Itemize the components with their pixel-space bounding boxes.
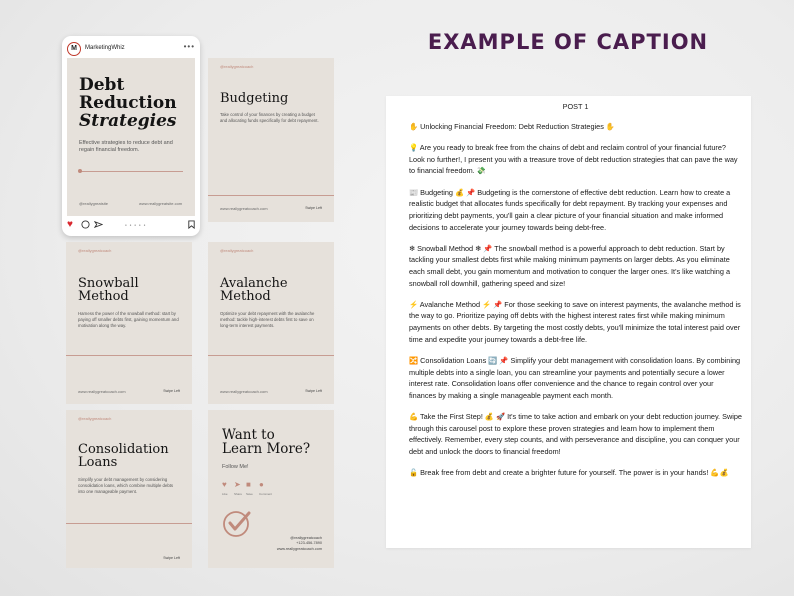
cover-title-line3: Strategies — [79, 111, 177, 131]
budgeting-title: Budgeting — [220, 91, 289, 106]
consolidation-slide — [66, 410, 192, 568]
consolidation-title — [78, 443, 169, 469]
cover-website: www.reallygreatsite.com — [139, 201, 183, 206]
snowball-title — [78, 277, 139, 303]
caption-paragraph: 💡 Are you ready to break free from the chains of debt and reclaim control of your financial future? Look no further!, I present you with a treasure trove of debt reduction strategies that can pave the way to financial freedom. 💸 — [409, 143, 738, 176]
slide-handle: @reallygreatcoach — [220, 64, 254, 69]
more-options-icon[interactable]: ••• — [183, 42, 195, 51]
slide-handle: @reallygreatcoach — [220, 248, 254, 253]
avalanche-title-line1: Avalanche — [220, 276, 288, 291]
share-icon[interactable]: ➤ — [234, 480, 241, 489]
icon-label-share: Share — [234, 492, 243, 496]
bookmark-icon[interactable] — [187, 220, 196, 229]
slide-divider — [66, 523, 192, 524]
swipe-left-label: Swipe Left — [163, 389, 180, 393]
post-label: POST 1 — [562, 102, 589, 111]
swipe-left-label: Swipe Left — [163, 556, 180, 560]
cover-slide — [67, 58, 195, 216]
comment-icon[interactable]: ● — [259, 480, 264, 489]
comment-icon[interactable] — [81, 220, 90, 229]
budgeting-body: Take control of your finances by creating a budget and allocating funds specifically for debt repayment. — [220, 112, 319, 123]
swipe-left-label: Swipe Left — [305, 389, 322, 393]
carousel-dots: ● ● ● ● ● — [125, 223, 147, 227]
caption-paragraph: ❄ Snowball Method ❄ 📌 The snowball method is a powerful approach to debt reduction. Start by tackling your smallest debts first while making minimum payments on larger debts. As you eliminate each small debt, you gain momentum and motivation to conquer the larger ones. It's like watching a snowball roll downhill, gathering speed and size! — [409, 243, 731, 288]
caption-paragraph: ✋ Unlocking Financial Freedom: Debt Reduction Strategies ✋ — [409, 122, 615, 131]
page-heading: EXAMPLE OF CAPTION — [427, 30, 709, 54]
swipe-left-label: Swipe Left — [305, 206, 322, 210]
progress-line — [79, 171, 183, 172]
contact-website: www.reallygreatcoach.com — [276, 546, 322, 551]
icon-label-like: Like — [222, 492, 228, 496]
consolidation-body: Simplify your debt management by considering consolidation loans, which combine multiple debts into one manageable payment. — [78, 477, 174, 494]
cover-subtitle: Effective strategies to reduce debt and regain financial freedom. — [79, 140, 173, 153]
avalanche-slide — [208, 242, 334, 404]
share-icon[interactable] — [94, 220, 103, 229]
phone-mockup — [62, 36, 200, 236]
cover-handle: @reallygreatsite — [79, 201, 108, 206]
cover-title — [79, 76, 177, 130]
caption-paragraph: 🔓 Break free from debt and create a brighter future for yourself. The power is in your hands! 💪💰 — [409, 468, 729, 478]
consolidation-title-line1: Consolidation — [78, 442, 169, 457]
learn-more-title-line1: Want to — [222, 427, 275, 443]
follow-label: Follow Me! — [222, 464, 249, 470]
slide-website: www.reallygreatcoach.com — [220, 206, 268, 211]
snowball-slide — [66, 242, 192, 404]
contact-block — [277, 536, 322, 552]
account-name[interactable]: MarketingWhiz — [85, 45, 125, 51]
save-icon[interactable]: ■ — [246, 480, 251, 489]
slide-divider — [208, 195, 334, 196]
progress-dot — [78, 169, 82, 173]
post-actions — [67, 219, 195, 231]
avalanche-body: Optimize your debt repayment with the avalanche method: tackle high-interest debts first to save on long-term interest payments. — [220, 311, 315, 328]
avatar[interactable]: M — [67, 42, 81, 56]
slide-website: www.reallygreatcoach.com — [220, 389, 268, 394]
learn-more-title — [222, 428, 310, 456]
cover-title-line1: Debt — [79, 75, 125, 95]
budgeting-slide — [208, 58, 334, 222]
snowball-title-line1: Snowball — [78, 276, 139, 291]
avalanche-title-line2: Method — [220, 289, 271, 304]
caption-card — [386, 96, 751, 548]
learn-more-title-line2: Learn More? — [222, 441, 311, 457]
slide-handle: @reallygreatcoach — [78, 248, 112, 253]
caption-paragraph: 🔀 Consolidation Loans 🔄 📌 Simplify your debt management with consolidation loans. By combining multiple debts into a single loan, you can streamline your payments and potentially secure a lower interest rate. Consolidation loans offer convenience and the chance to regain control over your finances by making a single manageable payment each month. — [409, 355, 741, 400]
checkmark-icon — [222, 508, 252, 538]
slide-handle: @reallygreatcoach — [78, 416, 112, 421]
contact-phone: +123-456-7890 — [296, 541, 322, 546]
caption-paragraph: ⚡ Avalanche Method ⚡ 📌 For those seeking to save on interest payments, the avalanche method is the way to go. Prioritize paying off debts with the highest interest rates first while making minimum payments on other debts. By targeting the most costly debts, you'll minimize the total interest paid over time and expedite your journey towards a debt-free life. — [409, 299, 741, 344]
slide-divider — [208, 355, 334, 356]
heart-icon[interactable]: ♥ — [67, 219, 73, 230]
post-header — [67, 42, 195, 56]
consolidation-title-line2: Loans — [78, 455, 118, 470]
slide-divider — [66, 355, 192, 356]
cover-title-line2: Reduction — [79, 93, 177, 113]
contact-handle: @reallygreatcoach — [290, 536, 322, 540]
icon-label-save: Save — [246, 492, 253, 496]
caption-paragraph: 💪 Take the First Step! 💰 🚀 It's time to take action and embark on your debt reduction journey. Swipe through this carousel post to explore these proven strategies and learn how to implement them effectively. Remember, every step counts, and with perseverance and discipline, you can conquer your debt and unlock the doors to financial freedom! — [409, 412, 742, 456]
like-icon[interactable]: ♥ — [222, 480, 227, 489]
snowball-title-line2: Method — [78, 289, 129, 304]
slide-website: www.reallygreatcoach.com — [78, 389, 126, 394]
avalanche-title — [220, 277, 288, 303]
snowball-body: Harness the power of the snowball method: start by paying off smaller debts first, gaining momentum and motivation along the way. — [78, 311, 179, 328]
caption-paragraph: 📰 Budgeting 💰 📌 Budgeting is the cornerstone of effective debt reduction. Learn how to create a realistic budget that allocates funds specifically for debt repayment. By tracking your expenses and prioritizing debt payments, you'll gain a clear picture of your financial situation and make informed decisions to accelerate your journey towards being debt-free. — [409, 187, 731, 232]
learn-more-slide — [208, 410, 334, 568]
icon-label-comment: Comment — [259, 492, 273, 496]
